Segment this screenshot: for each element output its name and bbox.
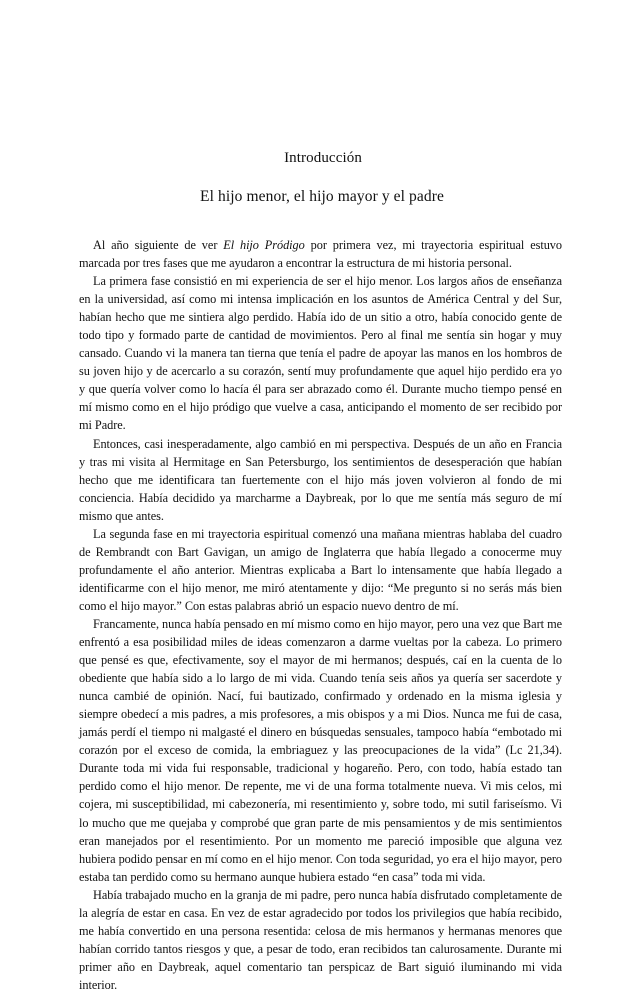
book-title-italic: El hijo Pródigo [223, 238, 305, 252]
paragraph-5: Francamente, nunca había pensado en mí mismo como en hijo mayor, pero una vez que Bart me enfrentó a esa posibilidad miles de ideas comenzaron a darme vueltas por la cabeza. Lo primero que pensé es que, efectivamente, soy el mayor de mi hermanos; después, caí en la cuenta de lo obediente que había sido a lo largo de mi vida. Cuando tenía seis años ya quería ser sacerdote y nunca cambié de opinión. Nací, fui bautizado, confirmado y ordenado en la misma iglesia y siempre obedecí a mis padres, a mis profesores, a mis obispos y a mi Dios. Nunca me fui de casa, jamás perdí el tiempo ni malgasté el dinero en búsquedas sensuales, tampoco había “embotado mi corazón por el exceso de comida, la embriaguez y las preocupaciones de la vida” (Lc 21,34). Durante toda mi vida fui responsable, tradicional y hogareño. Pero, con todo, había estado tan perdido como el hijo menor. De repente, me vi de una forma totalmente nueva. Vi mis celos, mi cojera, mi susceptibilidad, mi cabezonería, mi resentimiento y, sobre todo, mi sutil fariseísmo. Vi lo mucho que me quejaba y comprobé que gran parte de mis pensamientos y de mis sentimientos eran manejados por el resentimiento. Por un momento me pareció imposible que alguna vez hubiera podido pensar en mí como en el hijo menor. Con toda seguridad, yo era el hijo mayor, pero estaba tan perdido como su hermano aunque hubiera estado “en casa” toda mi vida. [79, 616, 562, 884]
paragraph-2: La primera fase consistió en mi experiencia de ser el hijo menor. Los largos años de enseñanza en la universidad, así como mi intensa implicación en los asuntos de América Central y del Sur, habían hecho que me sintiera algo perdido. Había ido de un sitio a otro, había conocido gente de todo tipo y formado parte de cantidad de movimientos. Pero al final me sentía sin hogar y muy cansado. Cuando vi la manera tan tierna que tenía el padre de apoyar las manos en los hombros de su joven hijo y de acercarlo a su corazón, sentí muy profundamente que aquel hijo perdido era yo y que quería volver como lo hacía él para ser abrazado como él. Durante mucho tiempo pensé en mí mismo como en el hijo pródigo que vuelve a casa, anticipando el momento de ser recibido por mi Padre. [79, 274, 562, 433]
body-text [79, 236, 562, 994]
section-heading: Introducción [284, 150, 362, 166]
chapter-title: El hijo menor, el hijo mayor y el padre [200, 188, 444, 205]
paragraph-1-before: Al año siguiente de ver [93, 238, 224, 252]
paragraph-1-after: por primera vez, mi trayectoria espiritual estuvo marcada por tres fases que me ayudaron a encontrar la estructura de mi historia personal. [79, 238, 562, 271]
paragraph-1 [79, 236, 562, 272]
paragraph-6: Había trabajado mucho en la granja de mi padre, pero nunca había disfrutado completamente de la alegría de estar en casa. En vez de estar agradecido por todos los privilegios que había recibido, me había convertido en una persona resentida: celosa de mis hermanos y hermanas menores que habían corrido tantos riesgos y que, a pesar de todo, eran recibidos tan calurosamente. Durante mi primer año en Daybreak, aquel comentario tan perspicaz de Bart siguió iluminando mi vida interior. [79, 887, 562, 992]
paragraph-3: Entonces, casi inesperadamente, algo cambió en mi perspectiva. Después de un año en Francia y tras mi visita al Hermitage en San Petersburgo, los sentimientos de desesperación que habían hecho que me identificara tan fuertemente con el hijo más joven volvieron al fondo de mi conciencia. Había decidido ya marcharme a Daybreak, por lo que me sentía más seguro de mí mismo que antes. [79, 436, 562, 523]
paragraph-4: La segunda fase en mi trayectoria espiritual comenzó una mañana mientras hablaba del cuadro de Rembrandt con Bart Gavigan, un amigo de Inglaterra que había llegado a conocerme muy profundamente el año anterior. Mientras explicaba a Bart lo intensamente que había llegado a identificarme con el hijo menor, me miró atentamente y dijo: “Me pregunto si no serás más bien como el hijo mayor.” Con estas palabras abrió un espacio nuevo dentro de mí. [79, 526, 562, 613]
